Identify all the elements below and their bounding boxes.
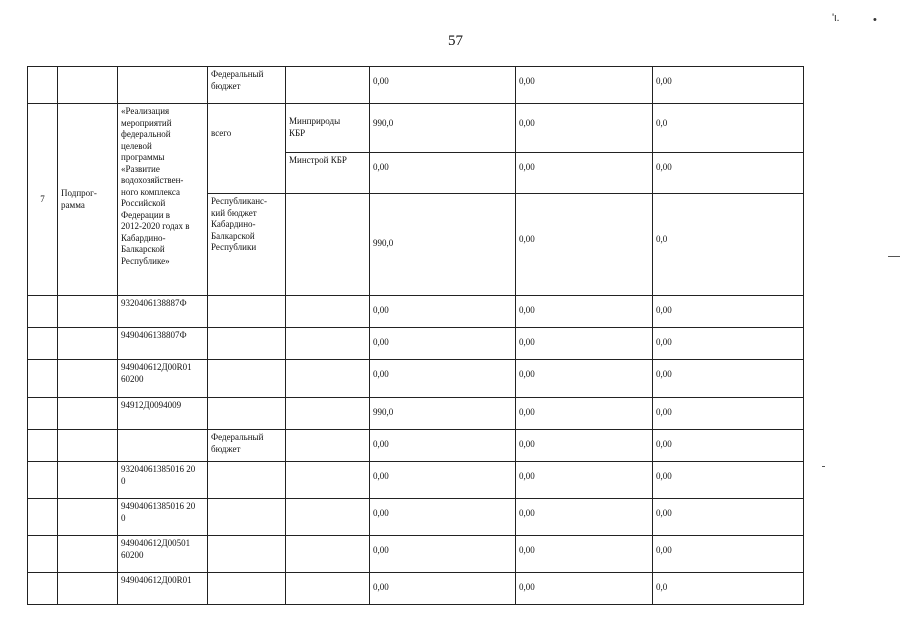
code-cell: 94904061385016 20 0 <box>118 499 208 536</box>
scan-speck-mark: 'ι. <box>832 12 840 24</box>
budget-table <box>27 66 804 605</box>
funding-source-cell: Федеральный бюджет <box>208 430 286 462</box>
code-cell: 949040612Д00R01 60200 <box>118 360 208 398</box>
table-row <box>28 360 804 398</box>
value-cell: 990,0 <box>370 194 516 296</box>
value-cell: 0,00 <box>653 536 804 573</box>
value-cell: 0,00 <box>370 499 516 536</box>
value-cell: 0,00 <box>516 573 653 605</box>
margin-dash <box>888 256 900 257</box>
value-cell: 0,00 <box>653 462 804 499</box>
value-cell: 0,00 <box>653 360 804 398</box>
code-cell: 949040612Д00R01 <box>118 573 208 605</box>
value-cell: 0,00 <box>653 499 804 536</box>
code-cell: 94912Д0094009 <box>118 398 208 430</box>
value-cell: 0,00 <box>516 462 653 499</box>
table-row <box>28 573 804 605</box>
value-cell: 0,00 <box>370 296 516 328</box>
value-cell: 0,00 <box>516 499 653 536</box>
value-cell: 0,0 <box>653 573 804 605</box>
subprogram-name-cell: «Реализация мероприятий федеральной целевой программы «Развитие водохозяйствен- ного комплекса Российской Федерации в 2012-2020 годах в Кабардино- Балкарской Республике» <box>118 104 208 296</box>
funding-source-cell: Федеральный бюджет <box>208 67 286 104</box>
value-cell: 0,00 <box>370 462 516 499</box>
value-cell: 0,00 <box>516 296 653 328</box>
value-cell: 990,0 <box>370 398 516 430</box>
table-row <box>28 536 804 573</box>
value-cell: 0,00 <box>516 194 653 296</box>
value-cell: 0,00 <box>370 430 516 462</box>
value-cell: 0,00 <box>653 328 804 360</box>
value-cell: 0,00 <box>516 67 653 104</box>
scan-speck-dot: • <box>873 14 877 26</box>
value-cell: 0,00 <box>653 398 804 430</box>
value-cell: 0,00 <box>370 328 516 360</box>
table-row <box>28 398 804 430</box>
agency-cell: Минприроды КБР <box>286 104 370 153</box>
funding-source-cell: всего <box>208 104 286 194</box>
value-cell: 0,0 <box>653 104 804 153</box>
value-cell: 0,00 <box>370 67 516 104</box>
value-cell: 0,00 <box>370 360 516 398</box>
code-cell: 949040612Д00501 60200 <box>118 536 208 573</box>
value-cell: 0,00 <box>516 536 653 573</box>
code-cell: 9320406138887Ф <box>118 296 208 328</box>
margin-tick <box>822 466 825 467</box>
agency-cell: Минстрой КБР <box>286 153 370 194</box>
table-row <box>28 499 804 536</box>
page-number: 57 <box>448 33 463 49</box>
value-cell: 990,0 <box>370 104 516 153</box>
table-row <box>28 67 804 104</box>
table-row <box>28 296 804 328</box>
value-cell: 0,00 <box>653 67 804 104</box>
value-cell: 0,00 <box>516 398 653 430</box>
value-cell: 0,00 <box>516 153 653 194</box>
table-row <box>28 104 804 153</box>
value-cell: 0,00 <box>516 360 653 398</box>
subprogram-number-cell: 7 <box>28 104 58 296</box>
value-cell: 0,0 <box>653 194 804 296</box>
value-cell: 0,00 <box>653 153 804 194</box>
table-row <box>28 328 804 360</box>
code-cell: 93204061385016 20 0 <box>118 462 208 499</box>
value-cell: 0,00 <box>516 430 653 462</box>
code-cell: 9490406138807Ф <box>118 328 208 360</box>
value-cell: 0,00 <box>516 104 653 153</box>
table-row <box>28 430 804 462</box>
value-cell: 0,00 <box>370 153 516 194</box>
subprogram-kind-cell: Подпрог- рамма <box>58 104 118 296</box>
funding-source-cell: Республиканс- кий бюджет Кабардино- Балкарской Республики <box>208 194 286 296</box>
value-cell: 0,00 <box>653 296 804 328</box>
value-cell: 0,00 <box>653 430 804 462</box>
table-row <box>28 462 804 499</box>
value-cell: 0,00 <box>516 328 653 360</box>
value-cell: 0,00 <box>370 573 516 605</box>
value-cell: 0,00 <box>370 536 516 573</box>
